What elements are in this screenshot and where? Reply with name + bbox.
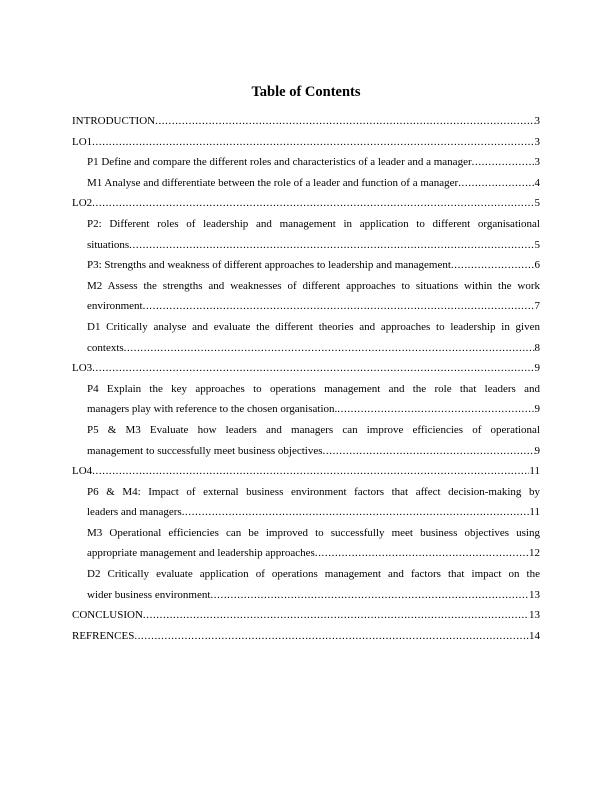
toc-entry-line2 — [87, 585, 540, 606]
toc-page-number: 5 — [534, 238, 540, 251]
dot-leader — [315, 543, 529, 564]
toc-entry-text: LO2 — [72, 197, 93, 210]
toc-entry[interactable] — [72, 482, 540, 523]
toc-entry-line2 — [87, 338, 540, 359]
toc-entry-text-line1: M2 Assess the strengths and weaknesses of different approaches to situations within the work — [87, 279, 540, 292]
toc-page-number: 8 — [534, 341, 540, 354]
toc-entry-text: management to successfully meet business objectives — [87, 444, 323, 457]
dot-leader — [124, 338, 535, 359]
toc-entry[interactable] — [72, 193, 540, 214]
toc-page-number: 9 — [534, 444, 540, 457]
page-title: Table of Contents — [251, 84, 361, 100]
toc-entry-text-line1: P4 Explain the key approaches to operations management and the role that leaders and — [87, 382, 540, 395]
toc-entry-text: wider business environment — [87, 588, 211, 601]
dot-leader — [143, 605, 529, 626]
toc-entry[interactable] — [72, 379, 540, 420]
toc-entry-line2 — [87, 399, 540, 420]
dot-leader — [134, 626, 529, 647]
toc-entry-text: contexts — [87, 341, 124, 354]
dot-leader — [337, 399, 534, 420]
toc-entry-text: managers play with reference to the chosen organisation. — [87, 403, 338, 416]
toc-entry-text: REFRENCES — [72, 629, 135, 642]
toc-page-number: 11 — [529, 506, 540, 519]
toc-entry-text: LO4 — [72, 465, 93, 478]
toc-page-number: 9 — [534, 403, 540, 416]
toc-page-number: 7 — [534, 300, 540, 313]
dot-leader — [323, 441, 535, 462]
toc-page-number: 12 — [529, 547, 540, 560]
toc-page-number: 4 — [534, 176, 540, 189]
toc-entry[interactable] — [72, 173, 540, 194]
toc-entry-text: environment — [87, 300, 143, 313]
toc-entry-line2 — [87, 235, 540, 256]
dot-leader — [92, 193, 534, 214]
toc-entry-text-line1: P5 & M3 Evaluate how leaders and managers can improve efficiencies of operational — [87, 423, 540, 436]
toc-entry[interactable] — [72, 564, 540, 605]
toc-page-number: 14 — [529, 629, 540, 642]
toc-entry[interactable] — [72, 420, 540, 461]
toc-entry-line2 — [87, 502, 540, 523]
toc-entry-text-line1: M3 Operational efficiencies can be improved to successfully meet business objectives using — [87, 526, 540, 539]
toc-entry-text: appropriate management and leadership approaches — [87, 547, 315, 560]
toc-page-number: 11 — [529, 465, 540, 478]
dot-leader — [129, 235, 534, 256]
toc-entry-text: LO1 — [72, 135, 93, 148]
toc-entry[interactable] — [72, 152, 540, 173]
toc-page-number: 13 — [529, 588, 540, 601]
toc-entry-text: M1 Analyse and differentiate between the role of a leader and function of a manager — [87, 176, 459, 189]
toc-entry[interactable] — [72, 132, 540, 153]
toc-entry-text: P3: Strengths and weakness of different approaches to leadership and management — [87, 259, 451, 272]
toc-entry-text-line1: P2: Different roles of leadership and management in application to different organisational — [87, 217, 540, 230]
toc-entry[interactable] — [72, 358, 540, 379]
toc-entry[interactable] — [72, 626, 540, 647]
dot-leader — [92, 461, 529, 482]
dot-leader — [92, 358, 534, 379]
dot-leader — [182, 502, 530, 523]
toc-entry-text: LO3 — [72, 362, 93, 375]
toc-page-number: 9 — [534, 362, 540, 375]
toc-entry-text: INTRODUCTION — [72, 115, 156, 127]
toc-page-number: 6 — [534, 259, 540, 272]
toc-entry[interactable] — [72, 276, 540, 317]
dot-leader — [472, 152, 535, 173]
toc-page-number: 3 — [534, 135, 540, 148]
toc-page-number: 3 — [534, 115, 540, 127]
table-of-contents — [72, 111, 540, 646]
toc-entry[interactable] — [72, 111, 540, 132]
toc-entry-text: leaders and managers — [87, 506, 182, 519]
toc-entry[interactable] — [72, 461, 540, 482]
toc-entry-line2 — [87, 296, 540, 317]
toc-page-number: 5 — [534, 197, 540, 210]
toc-entry[interactable] — [72, 214, 540, 255]
toc-page-number: 3 — [534, 156, 540, 169]
toc-page-number: 13 — [529, 609, 540, 622]
dot-leader — [458, 173, 534, 194]
toc-entry-text: situations — [87, 238, 130, 251]
dot-leader — [143, 296, 535, 317]
toc-entry-line2 — [87, 441, 540, 462]
toc-entry-text-line1: D1 Critically analyse and evaluate the different theories and approaches to leadership in given — [87, 320, 540, 333]
dot-leader — [92, 132, 534, 153]
toc-entry-text-line1: P6 & M4: Impact of external business environment factors that affect decision-making by — [87, 485, 540, 498]
toc-entry[interactable] — [72, 317, 540, 358]
toc-entry-line2 — [87, 543, 540, 564]
dot-leader — [451, 255, 535, 276]
toc-entry[interactable] — [72, 255, 540, 276]
toc-entry-text-line1: D2 Critically evaluate application of operations management and factors that impact on the — [87, 568, 540, 581]
toc-entry-text: CONCLUSION — [72, 609, 143, 622]
dot-leader — [155, 111, 534, 132]
toc-entry[interactable] — [72, 605, 540, 626]
toc-entry-text: P1 Define and compare the different roles and characteristics of a leader and a manager — [87, 156, 472, 169]
toc-entry[interactable] — [72, 523, 540, 564]
dot-leader — [210, 585, 529, 606]
